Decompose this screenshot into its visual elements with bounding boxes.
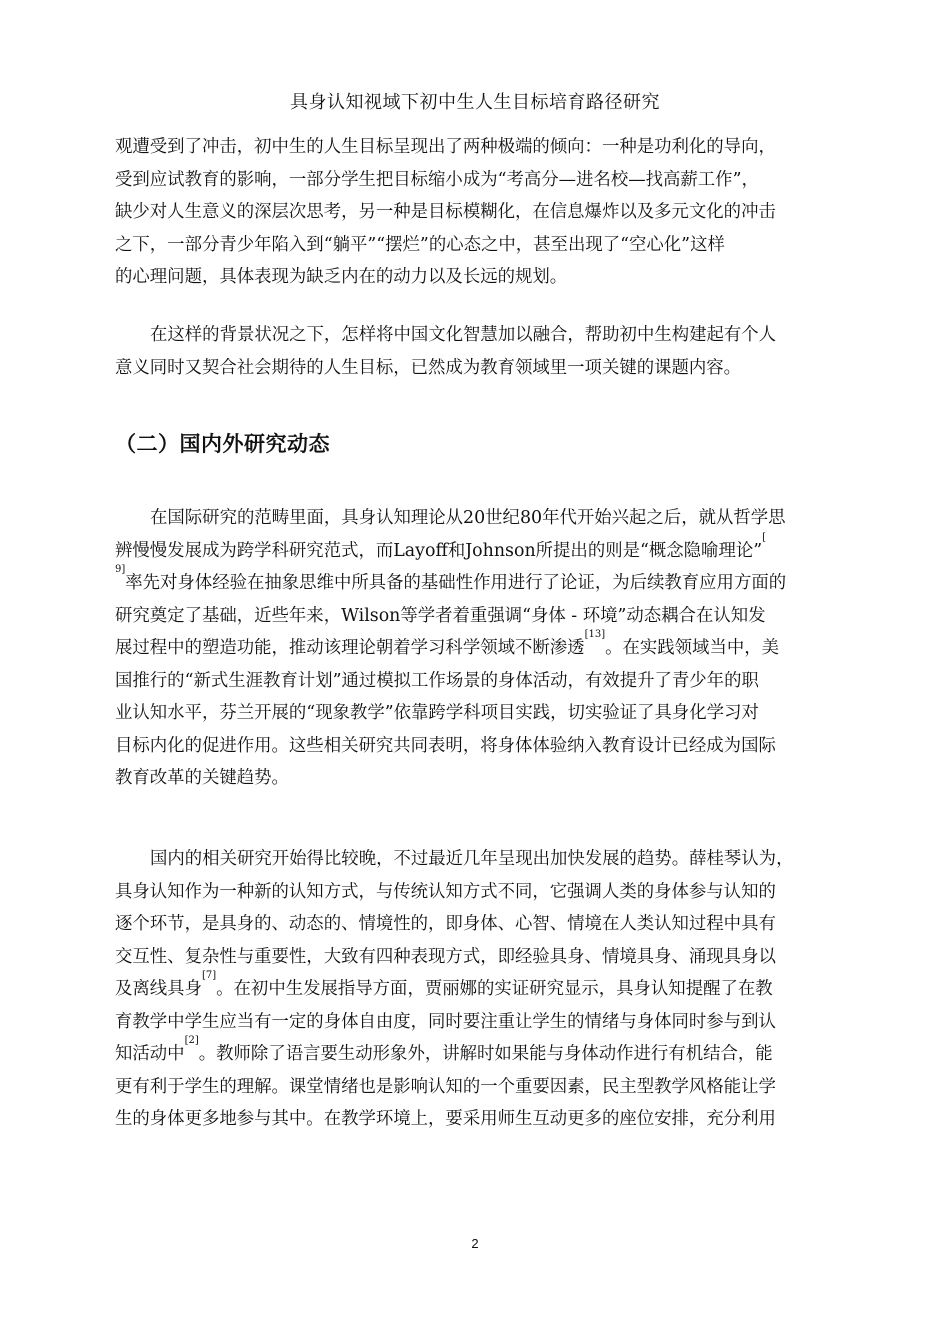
text-line: 教育改革的关键趋势。 bbox=[115, 768, 289, 788]
text-line: 更有利于学生的理解。课堂情绪也是影响认知的一个重要因素，民主型教学风格能让学 bbox=[115, 1076, 776, 1097]
running-header: 具身认知视域下初中生人生目标培育路径研究 bbox=[290, 92, 660, 113]
paragraph-domestic-research bbox=[115, 843, 860, 1136]
text-line: 观遭受到了冲击，初中生的人生目标呈现出了两种极端的倾向：一种是功利化的导向， bbox=[115, 137, 776, 157]
paragraph-international-research bbox=[115, 502, 860, 795]
text-segment: 。在实践领域当中，美 bbox=[605, 638, 780, 658]
text-line: 之下，一部分青少年陷入到“躺平”“摆烂”的心态之中，甚至出现了“空心化”这样 bbox=[115, 234, 725, 255]
citation-close: 9] bbox=[115, 564, 126, 575]
text-line: 具身认知作为一种新的认知方式，与传统认知方式不同，它强调人类的身体参与认知的 bbox=[115, 881, 776, 902]
text-line bbox=[115, 564, 860, 600]
text-line: 意义同时又契合社会期待的人生目标，已然成为教育领域里一项关键的课题内容。 bbox=[115, 357, 742, 378]
text-line: 生的身体更多地参与其中。在教学环境上，要采用师生互动更多的座位安排，充分利用 bbox=[115, 1109, 776, 1129]
text-segment: 及离线具身 bbox=[115, 979, 202, 999]
text-line: 国推行的“新式生涯教育计划”通过模拟工作场景的身体活动，有效提升了青少年的职 bbox=[115, 670, 759, 691]
text-line: 受到应试教育的影响，一部分学生把目标缩小成为“考高分—进名校—找高薪工作”， bbox=[115, 169, 759, 190]
text-line: 育教学中学生应当有一定的身体自由度，同时要注重让学生的情绪与身体同时参与到认 bbox=[115, 1011, 776, 1032]
text-line bbox=[115, 531, 860, 568]
paragraph-research-significance bbox=[115, 319, 860, 384]
text-line: 在这样的背景状况之下，怎样将中国文化智慧加以融合，帮助初中生构建起有个人 bbox=[150, 325, 777, 345]
citation: [7] bbox=[201, 970, 217, 981]
text-segment: 辨慢慢发展成为跨学科研究范式，而Layoff和Johnson所提出的则是“概念隐喻理论” bbox=[115, 540, 763, 561]
text-line: 逐个环节，是具身的、动态的、情境性的，即身体、心智、情境在人类认知过程中具有 bbox=[115, 914, 776, 934]
text-line: 业认知水平，芬兰开展的“现象教学”依靠跨学科项目实践，切实验证了具身化学习对 bbox=[115, 703, 759, 723]
page-number: 2 bbox=[471, 1236, 479, 1251]
citation: [2] bbox=[184, 1035, 199, 1046]
text-line: 缺少对人生意义的深层次思考，另一种是目标模糊化，在信息爆炸以及多元文化的冲击 bbox=[115, 202, 776, 222]
section-heading: （二）国内外研究动态 bbox=[115, 432, 330, 456]
text-segment: 展过程中的塑造功能，推动该理论朝着学习科学领域不断渗透 bbox=[115, 638, 585, 658]
text-segment: 。教师除了语言要生动形象外，讲解时如果能与身体动作进行有机结合，能 bbox=[198, 1044, 773, 1064]
text-segment: 率先对身体经验在抽象思维中所具备的基础性作用进行了论证，为后续教育应用方面的 bbox=[125, 573, 787, 593]
citation: [13] bbox=[584, 629, 606, 640]
text-line: 研究奠定了基础，近些年来，Wilson等学者着重强调“身体 - 环境”动态耦合在认知发 bbox=[115, 605, 766, 626]
citation-open: [ bbox=[762, 531, 767, 543]
paragraph-social-background bbox=[115, 131, 860, 294]
text-line: 交互性、复杂性与重要性，大致有四种表现方式，即经验具身、情境具身、涌现具身以 bbox=[115, 946, 776, 967]
text-line: 在国际研究的范畴里面，具身认知理论从20世纪80年代开始兴起之后，就从哲学思 bbox=[150, 508, 786, 528]
text-line: 国内的相关研究开始得比较晚，不过最近几年呈现出加快发展的趋势。薛桂琴认为， bbox=[150, 849, 794, 869]
text-segment: 知活动中 bbox=[115, 1044, 185, 1064]
text-line bbox=[115, 1035, 860, 1071]
text-segment: 。在初中生发展指导方面，贾丽娜的实证研究显示，具身认知提醒了在教 bbox=[216, 979, 773, 999]
text-line bbox=[115, 629, 860, 665]
text-line: 目标内化的促进作用。这些相关研究共同表明，将身体体验纳入教育设计已经成为国际 bbox=[115, 735, 776, 756]
text-line: 的心理问题，具体表现为缺乏内在的动力以及长远的规划。 bbox=[115, 267, 568, 287]
text-line bbox=[115, 970, 860, 1006]
